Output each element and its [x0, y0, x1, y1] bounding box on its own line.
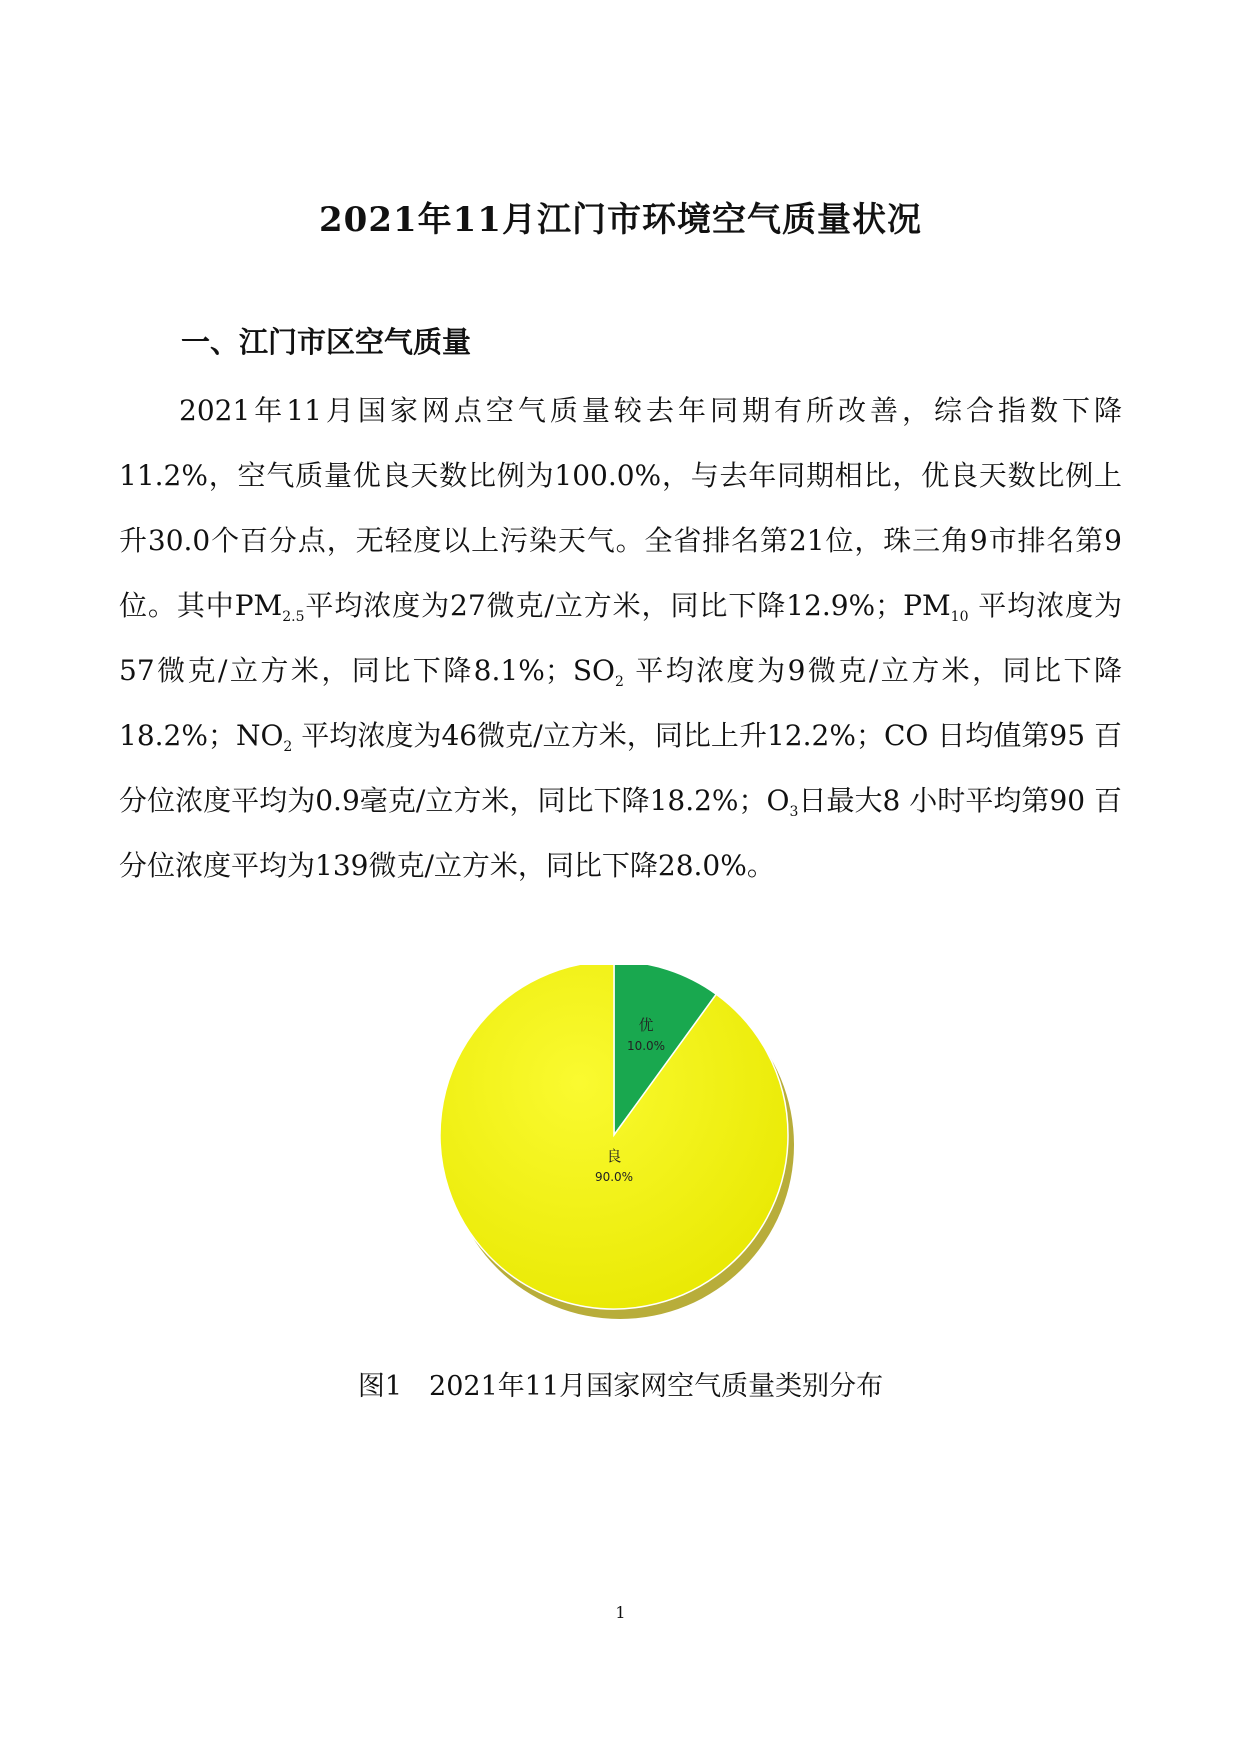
pie-label-value: 10.0% — [626, 1039, 666, 1053]
page-title: 2021年11月江门市环境空气质量状况 — [319, 200, 922, 240]
pie-slice-liang — [440, 965, 788, 1309]
pie-chart-svg — [430, 965, 810, 1335]
pie-label-value: 90.0% — [594, 1170, 634, 1184]
para-text-4: 平均浓度为9微克/立方米，同比下降18.2%；NO — [119, 654, 1123, 752]
page-number: 1 — [615, 1603, 626, 1622]
section-heading: 一、江门市区空气质量 — [181, 325, 472, 359]
body-paragraph — [119, 378, 1122, 898]
subscript-so2: 2 — [614, 674, 624, 690]
pie-label-category: 良 — [606, 1147, 622, 1165]
para-text-5: 平均浓度为46微克/立方米，同比上升12.2%；CO 日均值第95 百分位浓度平均为0.9毫克/立方米，同比下降18.2%；O — [119, 719, 1122, 817]
para-text-2: 平均浓度为27微克/立方米，同比下降12.9%；PM — [304, 589, 951, 622]
subscript-o3: 3 — [789, 804, 799, 820]
pie-chart — [430, 965, 810, 1335]
para-text-6: 日最大8 小时平均第90 百分位浓度平均为139微克/立方米，同比下降28.0%。 — [119, 784, 1123, 882]
pie-label-category: 优 — [638, 1016, 654, 1034]
para-text-1: 2021年11月国家网点空气质量较去年同期有所改善，综合指数下降11.2%，空气质量优良天数比例为100.0%，与去年同期相比，优良天数比例上升30.0个百分点，无轻度以上污染天气。全省排名第21位，珠三角9市排名第9位。其中PM — [119, 394, 1122, 622]
figure-caption: 图1 2021年11月国家网空气质量类别分布 — [357, 1371, 884, 1402]
subscript-pm25: 2.5 — [282, 609, 305, 625]
para-text-3: 平均浓度为57微克/立方米，同比下降8.1%；SO — [119, 589, 1123, 687]
subscript-no2: 2 — [283, 739, 293, 755]
subscript-pm10: 10 — [950, 609, 969, 625]
